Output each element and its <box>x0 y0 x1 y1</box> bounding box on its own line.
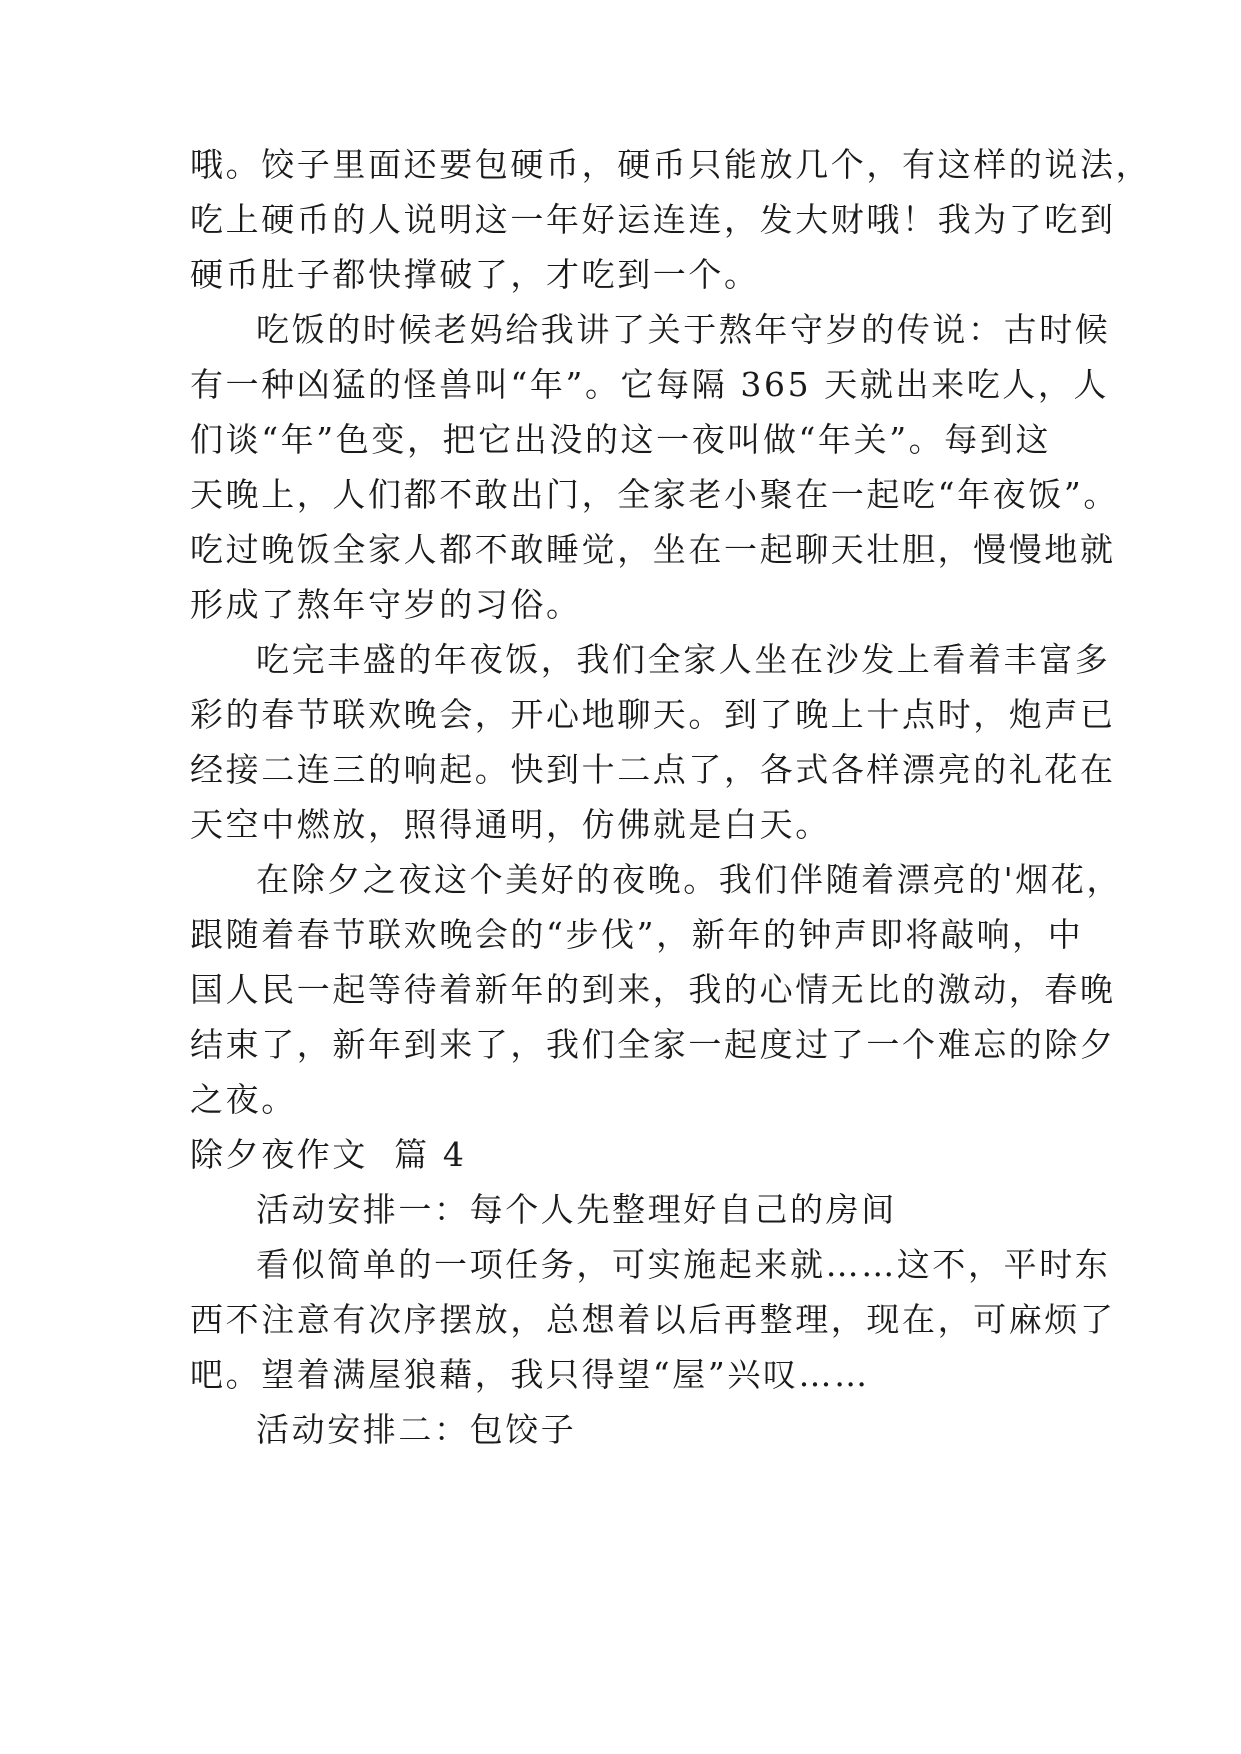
paragraph-line: 跟随着春节联欢晚会的“步伐”，新年的钟声即将敲响，中 <box>190 915 1084 954</box>
paragraph-line: 之夜。 <box>190 1080 297 1119</box>
paragraph-line: 天晚上，人们都不敢出门，全家老小聚在一起吃“年夜饭”。 <box>190 475 1119 514</box>
paragraph-line: 吃上硬币的人说明这一年好运连连，发大财哦！我为了吃到 <box>190 200 1116 239</box>
activity-heading: 活动安排二：包饺子 <box>256 1410 577 1449</box>
activity-heading: 活动安排一：每个人先整理好自己的房间 <box>256 1190 897 1229</box>
paragraph-line: 哦。饺子里面还要包硬币，硬币只能放几个，有这样的说法， <box>190 145 1152 184</box>
paragraph-line: 吃过晚饭全家人都不敢睡觉，坐在一起聊天壮胆，慢慢地就 <box>190 530 1116 569</box>
paragraph-line: 结束了，新年到来了，我们全家一起度过了一个难忘的除夕 <box>190 1025 1116 1064</box>
paragraph-line: 形成了熬年守岁的习俗。 <box>190 585 582 624</box>
paragraph-line: 们谈“年”色变，把它出没的这一夜叫做“年关”。每到这 <box>190 420 1052 459</box>
paragraph-line: 看似简单的一项任务，可实施起来就……这不，平时东 <box>256 1245 1111 1284</box>
paragraph-line: 在除夕之夜这个美好的夜晚。我们伴随着漂亮的'烟花， <box>256 860 1123 899</box>
paragraph-line: 吃完丰盛的年夜饭，我们全家人坐在沙发上看着丰富多 <box>256 640 1111 679</box>
paragraph-line: 西不注意有次序摆放，总想着以后再整理，现在，可麻烦了 <box>190 1300 1116 1339</box>
section-heading: 除夕夜作文 篇 4 <box>190 1135 467 1174</box>
paragraph-line: 有一种凶猛的怪兽叫“年”。它每隔 365 天就出来吃人，人 <box>190 365 1110 404</box>
paragraph-line: 彩的春节联欢晚会，开心地聊天。到了晚上十点时，炮声已 <box>190 695 1116 734</box>
paragraph-line: 硬币肚子都快撑破了，才吃到一个。 <box>190 255 760 294</box>
paragraph-line: 国人民一起等待着新年的到来，我的心情无比的激动，春晚 <box>190 970 1116 1009</box>
paragraph-line: 吃饭的时候老妈给我讲了关于熬年守岁的传说：古时候 <box>256 310 1111 349</box>
paragraph-line: 天空中燃放，照得通明，仿佛就是白天。 <box>190 805 831 844</box>
paragraph-line: 吧。望着满屋狼藉，我只得望“屋”兴叹…… <box>190 1355 870 1394</box>
paragraph-line: 经接二连三的响起。快到十二点了，各式各样漂亮的礼花在 <box>190 750 1116 789</box>
